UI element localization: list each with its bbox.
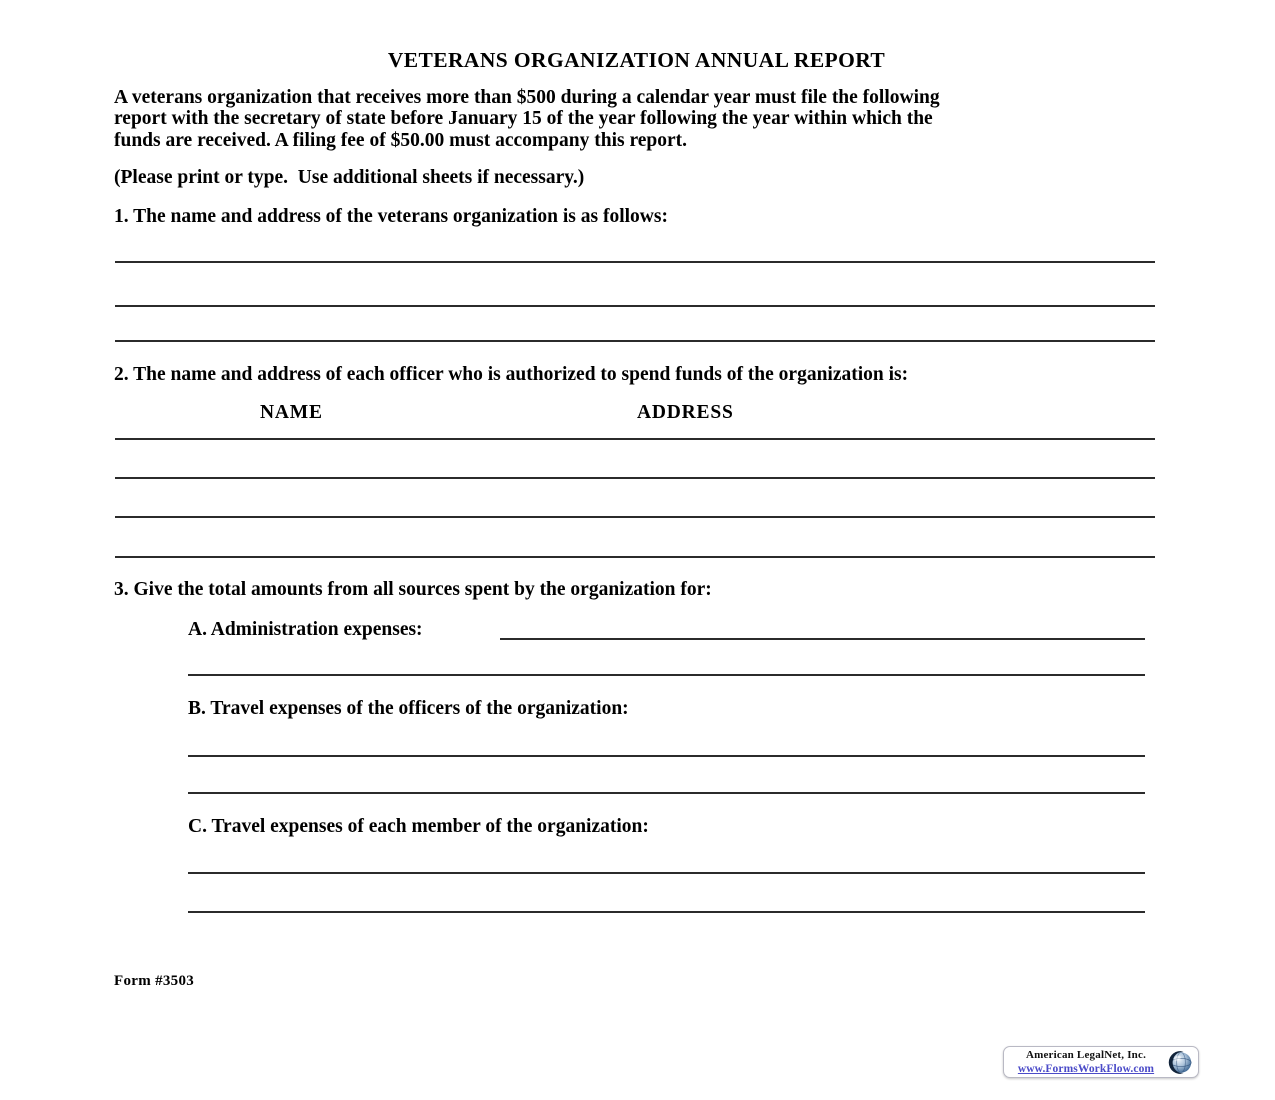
question-2-fill-line-1[interactable] xyxy=(115,438,1155,440)
subitem-a-fill-line-1[interactable] xyxy=(188,674,1145,676)
subitem-c-label: C. Travel expenses of each member of the organization: xyxy=(188,816,649,837)
column-header-address: ADDRESS xyxy=(637,402,734,423)
subitem-b-fill-line-1[interactable] xyxy=(188,755,1145,757)
question-1-label: 1. The name and address of the veterans organization is as follows: xyxy=(114,206,668,227)
page-title: VETERANS ORGANIZATION ANNUAL REPORT xyxy=(387,48,886,72)
globe-logo-icon xyxy=(1166,1049,1194,1076)
question-3-label: 3. Give the total amounts from all sources spent by the organization for: xyxy=(114,579,712,600)
form-number: Form #3503 xyxy=(114,973,195,989)
question-1-fill-line-2[interactable] xyxy=(115,305,1155,307)
subitem-c-fill-line-2[interactable] xyxy=(188,911,1145,913)
question-2-label: 2. The name and address of each officer who is authorized to spend funds of the organization is: xyxy=(114,364,909,385)
intro-line-1: A veterans organization that receives more than $500 during a calendar year must file the following xyxy=(114,87,940,108)
intro-line-2: report with the secretary of state before January 15 of the year following the year within which the xyxy=(114,108,933,130)
subitem-b-label: B. Travel expenses of the officers of the organization: xyxy=(188,698,629,719)
intro-line-3: funds are received. A filing fee of $50.00 must accompany this report. xyxy=(114,129,688,151)
question-2-fill-line-4[interactable] xyxy=(115,556,1155,558)
question-2-fill-line-2[interactable] xyxy=(115,477,1155,479)
instruction-note: (Please print or type. Use additional sheets if necessary.) xyxy=(114,167,585,188)
vendor-badge-text xyxy=(1012,1049,1160,1076)
subitem-b-fill-line-2[interactable] xyxy=(188,792,1145,794)
question-2-fill-line-3[interactable] xyxy=(115,516,1155,518)
column-header-name: NAME xyxy=(260,402,323,423)
vendor-badge[interactable] xyxy=(1003,1046,1199,1078)
vendor-company-name: American LegalNet, Inc. xyxy=(1025,1049,1147,1061)
intro-paragraph xyxy=(114,87,1162,151)
vendor-website-link[interactable]: www.FormsWorkFlow.com xyxy=(1017,1063,1155,1075)
subitem-a-inline-fill-line[interactable] xyxy=(500,638,1145,640)
question-1-fill-line-3[interactable] xyxy=(115,340,1155,342)
subitem-c-fill-line-1[interactable] xyxy=(188,872,1145,874)
question-1-fill-line-1[interactable] xyxy=(115,261,1155,263)
subitem-a-label: A. Administration expenses: xyxy=(188,619,423,640)
